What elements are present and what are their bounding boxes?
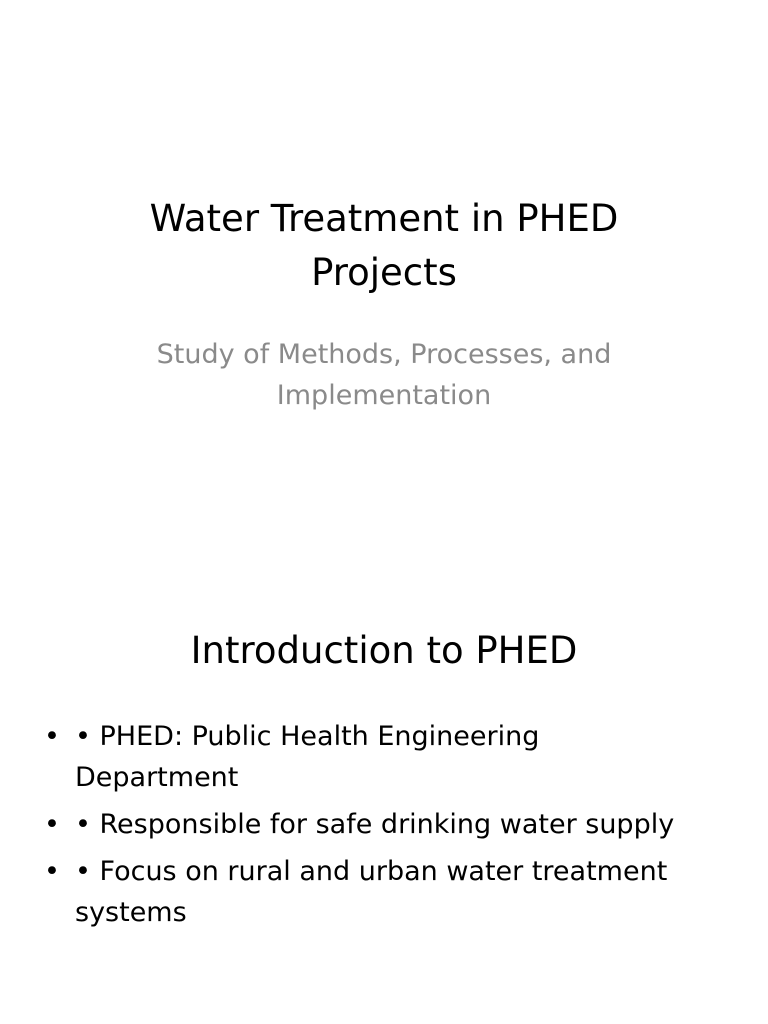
list-item bbox=[44, 804, 704, 845]
intro-slide bbox=[0, 512, 768, 1024]
bullet-text: • Responsible for safe drinking water supply bbox=[75, 809, 675, 840]
list-item bbox=[44, 716, 704, 798]
bullet-text: • Focus on rural and urban water treatment systems bbox=[75, 856, 668, 928]
bullet-text: • PHED: Public Health Engineering Department bbox=[75, 721, 540, 793]
bullet-icon: • bbox=[44, 856, 60, 887]
list-item bbox=[44, 851, 704, 933]
bullet-icon: • bbox=[44, 809, 60, 840]
slide-title: Introduction to PHED bbox=[190, 629, 578, 672]
presentation-title: Water Treatment in PHED Projects bbox=[149, 197, 619, 294]
bullet-list bbox=[44, 716, 704, 939]
bullet-icon: • bbox=[44, 721, 60, 752]
presentation-subtitle: Study of Methods, Processes, and Implementation bbox=[156, 339, 612, 411]
